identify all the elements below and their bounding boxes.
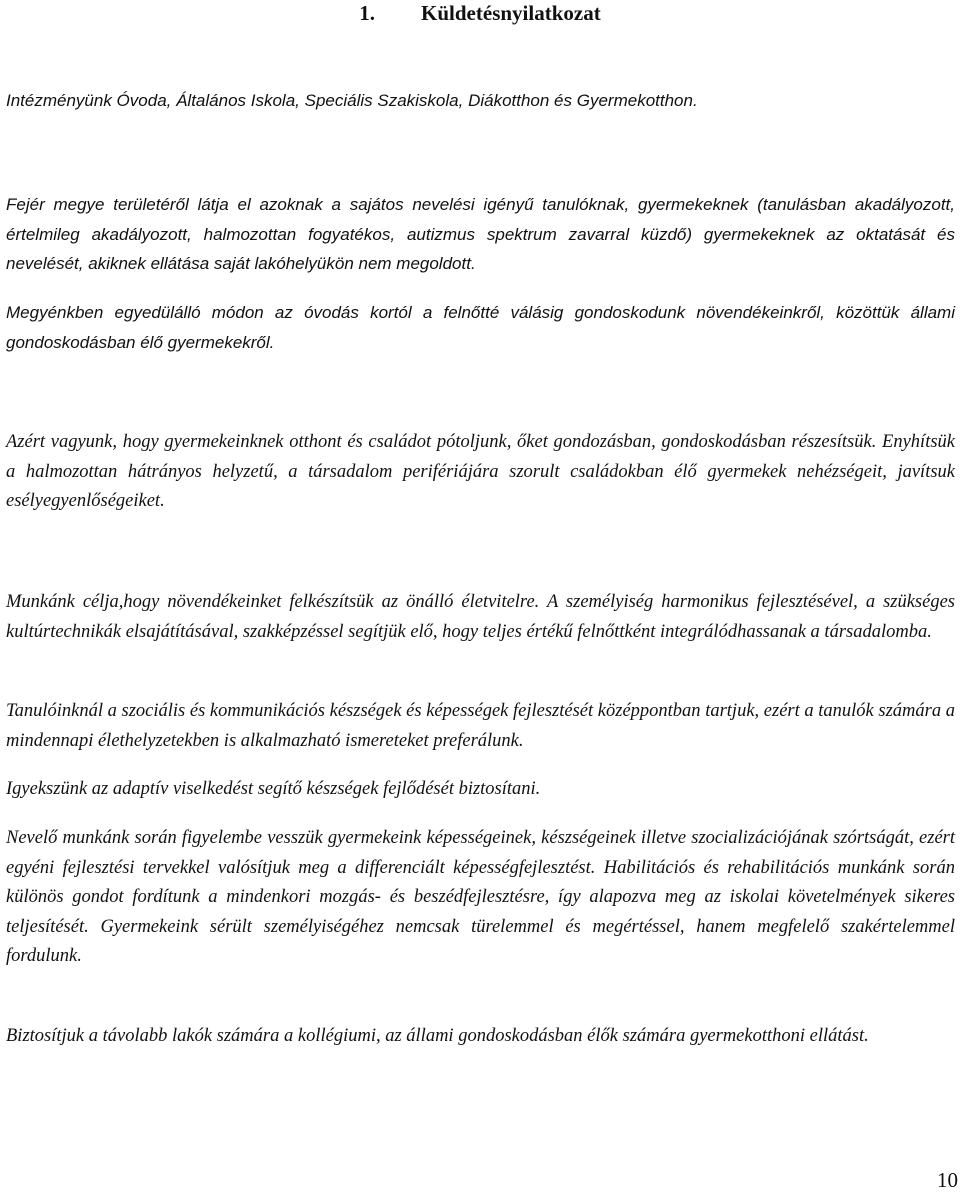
paragraph-region: Fejér megye területéről látja el azoknak a sajátos nevelési igényű tanulóknak, gyermekeknek (tanulásban akadályozott, értelmileg akadályozott, halmozottan fogyatékos, autizmus spektrum zavarral küzdő) gyermekeknek az oktatását és nevelését, akiknek ellátása saját lakóhelyükön nem megoldott. (6, 195, 955, 273)
section-heading (0, 0, 960, 26)
paragraph-skills: Tanulóinknál a szociális és kommunikációs készségek és képességek fejlesztését középpontban tartjuk, ezért a tanulók számára a mindennapi élethelyzetekben is alkalmazható ismereteket preferálunk. (6, 701, 955, 751)
paragraph-goal: Munkánk célja,hogy növendékeinket felkészítsük az önálló életvitelre. A személyiség harmonikus fejlesztésével, a szükséges kultúrtechnikák elsajátításával, szakképzéssel segítjük elő, hogy teljes értékű felnőttként integrálódhassanak a társadalomba. (6, 592, 955, 642)
section-number: 1. (359, 1, 376, 25)
paragraph-education: Nevelő munkánk során figyelembe vesszük gyermekeink képességeinek, készségeinek illetve szocializációjának szórtságát, ezért egyéni fejlesztési tervekkel valósítjuk meg a differenciált képességfejlesztést. Habilitációs és rehabilitációs munkánk során különös gondot fordítunk a mindenkori mozgás- és beszédfejlesztésre, így alapozva meg az iskolai követelmények sikeres teljesítését. Gyermekeink sérült személyiségéhez nemcsak türelemmel és megértéssel, hanem megfelelő szakértelemmel fordulunk. (6, 828, 955, 966)
paragraph-dormitory: Biztosítjuk a távolabb lakók számára a kollégiumi, az állami gondoskodásban élők számára gyermekotthoni ellátást. (6, 1026, 869, 1046)
page-number: 10 (937, 1168, 958, 1192)
paragraph-purpose: Azért vagyunk, hogy gyermekeinknek otthont és családot pótoljunk, őket gondozásban, gondoskodásban részesítsük. Enyhítsük a halmozottan hátrányos helyzetű, a társadalom perifériájára szorult családokban élő gyermekek nehézségeit, javítsuk esélyegyenlőségeiket. (6, 432, 955, 511)
paragraph-adaptive: Igyekszünk az adaptív viselkedést segítő készségek fejlődését biztosítani. (6, 779, 541, 799)
paragraph-unique: Megyénkben egyedülálló módon az óvodás kortól a felnőtté válásig gondoskodunk növendékeinkről, közöttük állami gondoskodásban élő gyermekekről. (6, 303, 955, 352)
section-title: Küldetésnyilatkozat (421, 1, 601, 25)
paragraph-intro: Intézményünk Óvoda, Általános Iskola, Speciális Szakiskola, Diákotthon és Gyermekotthon. (6, 91, 698, 110)
